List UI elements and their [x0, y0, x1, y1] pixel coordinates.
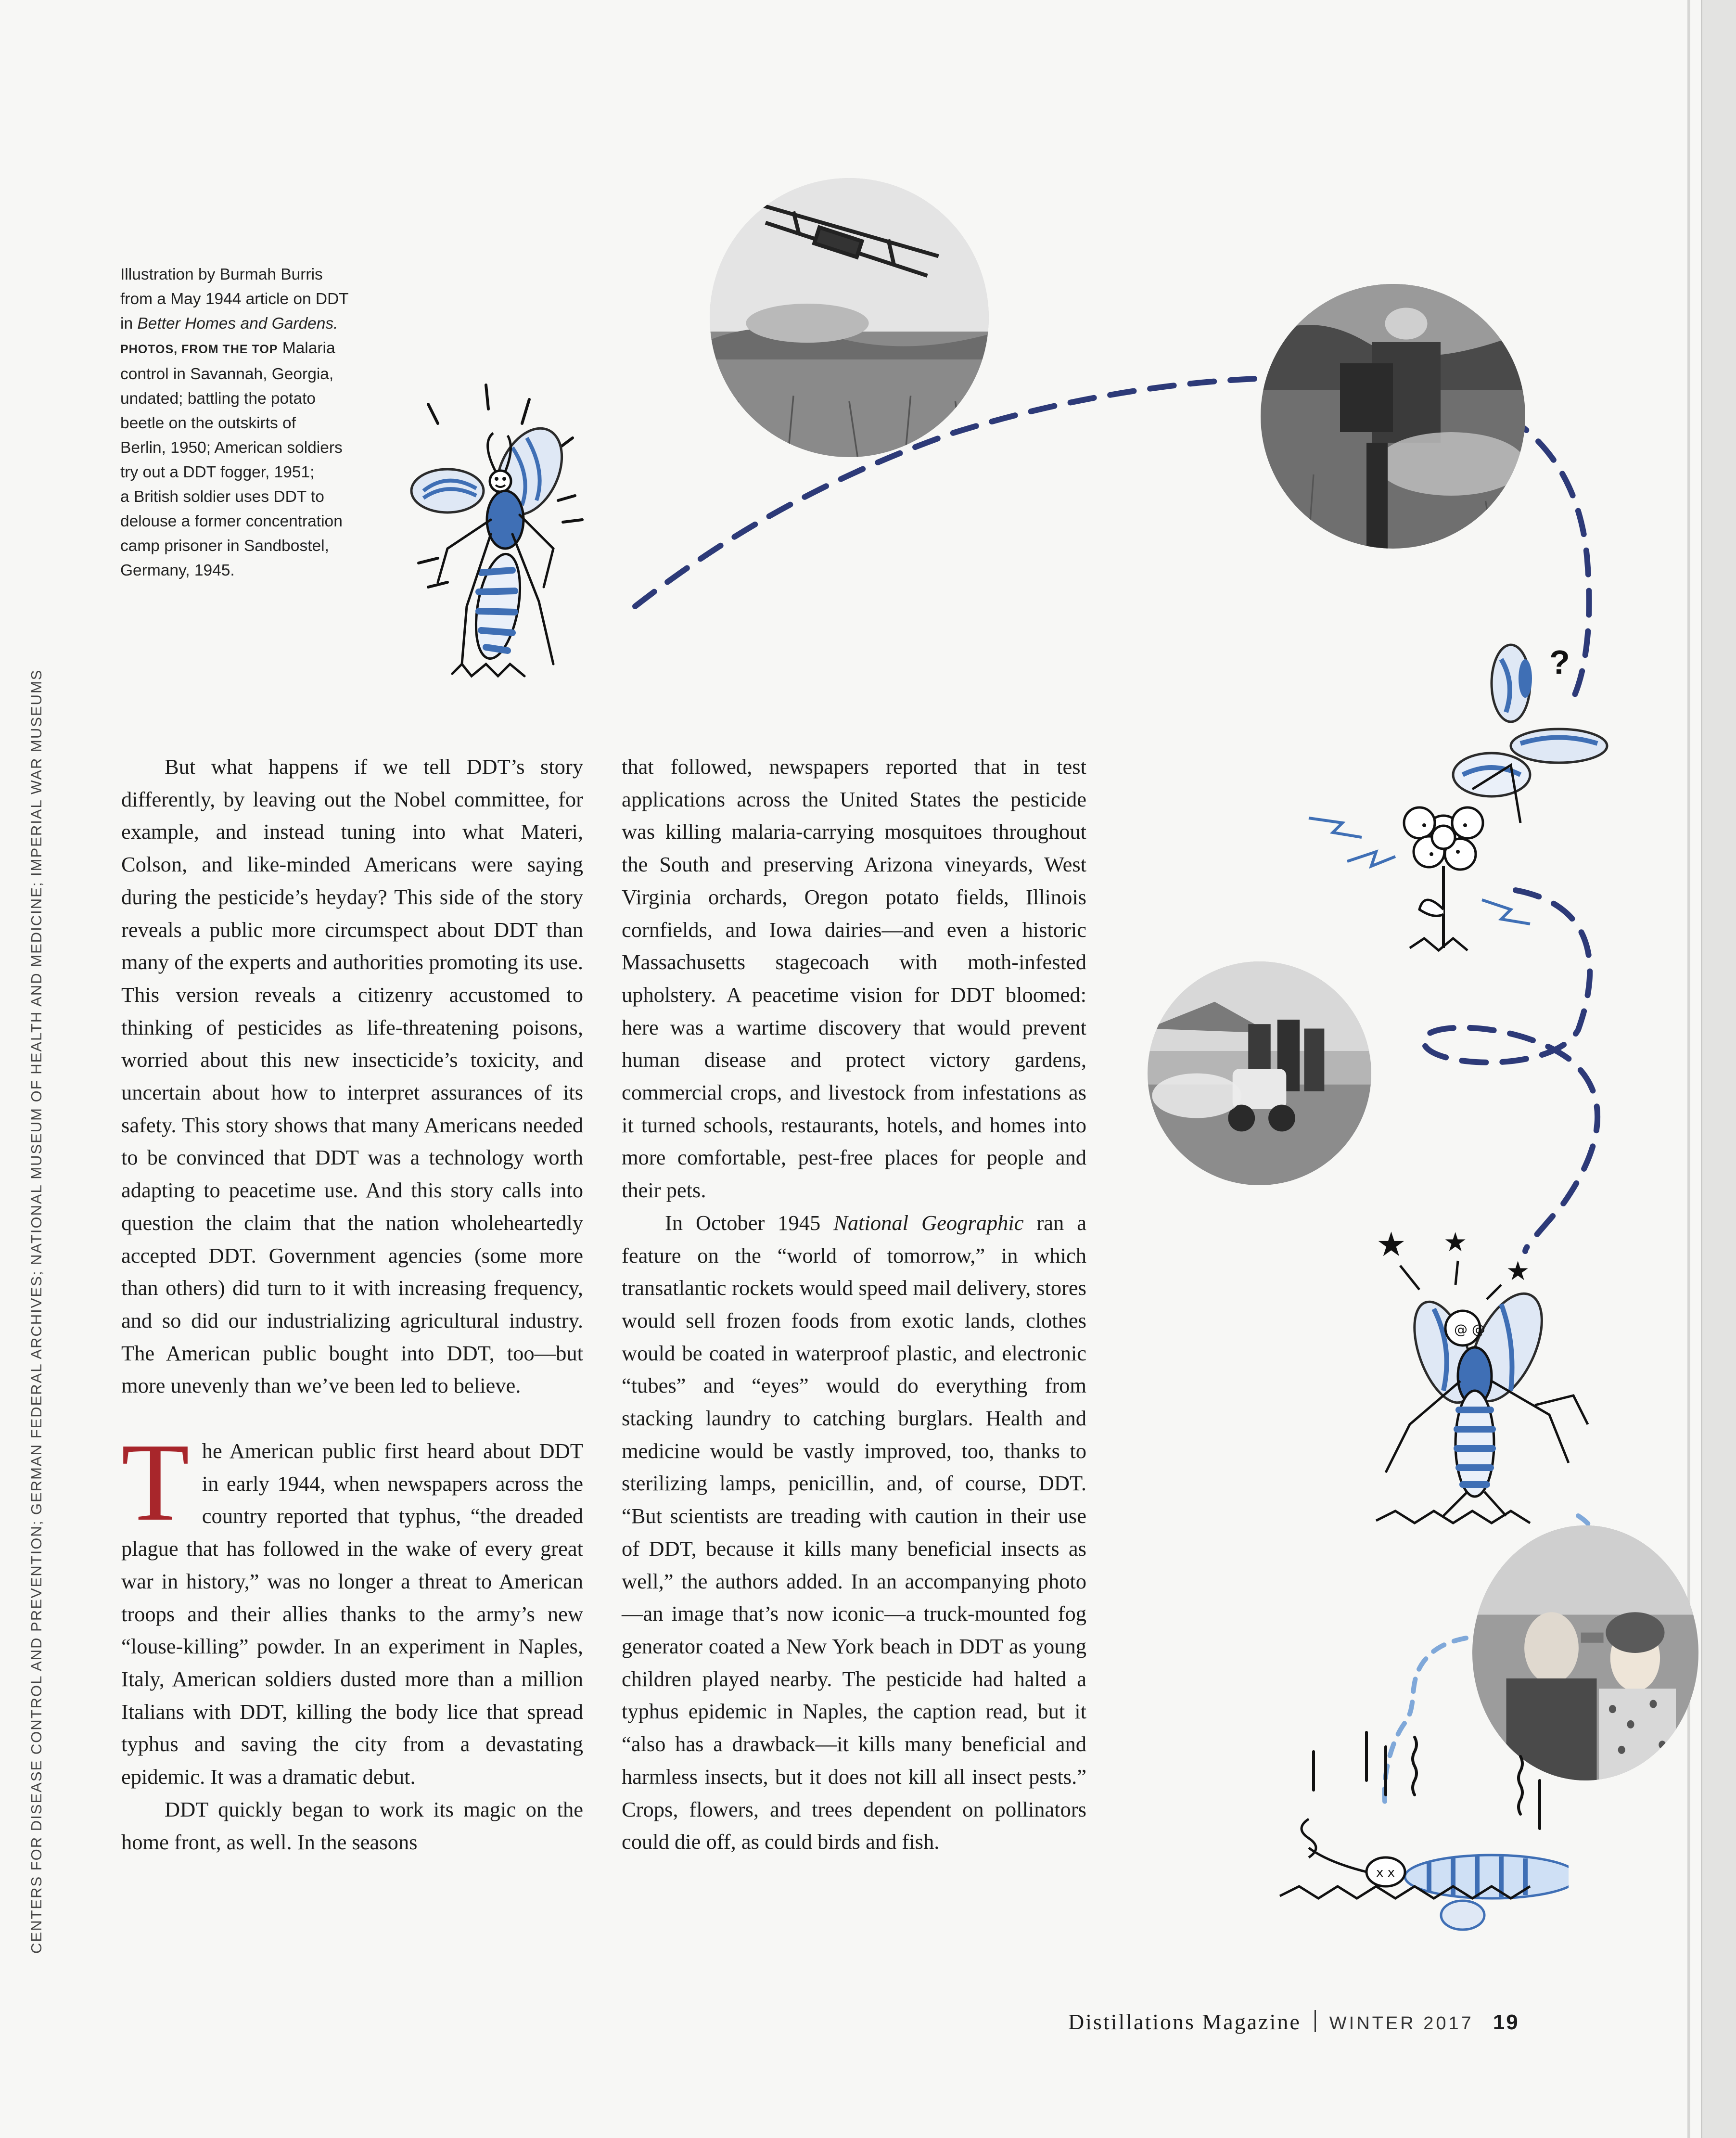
article-paragraph: that followed, newspapers reported that in test applications across the United States the pesticide was killing malaria-carrying mosquitoes throughout the South and preserving Arizona vineyards, West Virginia orchards, Oregon potato fields, Illinois cornfields, and Iowa dairies—and even a historic Massachusetts stagecoach with moth-infested upholstery. A peacetime vision for DDT bloomed: here was a wartime discovery that would prevent human disease and protect victory gardens, commercial crops, and livestock from infestations as it turned schools, restaurants, hotels, and homes into more comfortable, pest-free places for people and their pets.	[622, 755, 1086, 1203]
footer-divider	[1315, 2010, 1316, 2032]
article-paragraph: The American public first heard about DDT in early 1944, when newspapers across the country reported that typhus, “the dreaded plague that has followed in the wake of every great war in history,” was no longer a threat to American troops and their allies thanks to the army’s new “louse-killing” powder. In an experiment in Naples, Italy, American soldiers dusted more than a million Italians with DDT, killing the body lice that spread typhus and saving the city from a devastating epidemic. It was a dramatic debut.	[121, 1421, 583, 1789]
fogger-photo	[1148, 961, 1371, 1185]
svg-text:x x: x x	[1376, 1866, 1395, 1880]
article-column-1	[121, 751, 583, 1858]
footer-magazine: Distillations Magazine	[1068, 2010, 1301, 2034]
caption-line: try out a DDT fogger, 1951;	[120, 463, 315, 481]
caption-line: Illustration by Burmah Burris	[120, 266, 323, 283]
caption-line: undated; battling the potato	[120, 390, 316, 408]
mosquito-flower-illustration	[1299, 640, 1626, 967]
svg-text:@ @: @ @	[1454, 1321, 1485, 1337]
page-footer	[1068, 2009, 1597, 2038]
svg-text:?: ?	[1549, 643, 1570, 681]
page-number: 19	[1493, 2010, 1519, 2034]
dead-mosquito-illustration	[1270, 1703, 1569, 1954]
caption-line: from a May 1944 article on DDT	[120, 290, 349, 308]
mosquito-illustration	[409, 375, 669, 693]
article-paragraph: In October 1945 National Geographic ran a feature on the “world of tomorrow,” in which transatlantic rockets would speed mail delivery, stores would sell frozen foods from exotic lands, clothes would be coated in waterproof plastic, and electronic “tubes” and “eyes” would do everything from stacking laundry to catching burglars. Health and medicine would be vastly improved, too, thanks to sterilizing lamps, penicillin, and, of course, DDT. “But scientists are treading with caution in their use of DDT, because it kills many beneficial insects as well,” the authors added. In an accompanying photo—an image that’s now iconic—a truck-mounted fog generator coated a New York beach in DDT as young children played nearby. The pesticide had halted a typhus epidemic in Naples, the caption read, but it “also has a drawback—it kills many beneficial and harmless insects, but it does not kill all insect pests.” Crops, flowers, and trees dependent on pollinators could die off, as could birds and fish.	[622, 1210, 1086, 1854]
caption-line: a British soldier uses DDT to	[120, 488, 324, 506]
drop-cap: T	[121, 1421, 190, 1545]
caption-line: delouse a former concentration	[120, 512, 343, 530]
sprayer-photo	[1261, 284, 1525, 549]
svg-text:★: ★	[1506, 1255, 1530, 1286]
caption-line: control in Savannah, Georgia,	[120, 365, 334, 383]
biplane-photo	[710, 178, 989, 457]
svg-text:★: ★	[1376, 1225, 1406, 1264]
caption-line: PHOTOS, FROM THE TOP Malaria	[120, 339, 335, 357]
caption-line: in Better Homes and Gardens.	[120, 315, 338, 333]
caption-magazine: Better Homes and Gardens.	[137, 315, 338, 333]
article-column-2	[622, 751, 1086, 1858]
dizzy-mosquito-illustration	[1347, 1222, 1617, 1530]
caption-line: Berlin, 1950; American soldiers	[120, 439, 343, 457]
footer-season: WINTER 2017	[1329, 2013, 1474, 2034]
article-paragraph: But what happens if we tell DDT’s story differently, by leaving out the Nobel committee, for example, and instead tuning into what Materi, Colson, and like-minded Americans were saying during the pesticide’s heyday? This side of the story reveals a public more circumspect about DDT than many of the experts and authorities promoting its use. This version reveals a citizenry accustomed to thinking of pesticides as life-threatening poisons, worried about this new insecticide’s toxicity, and uncertain about how to interpret assurances of its safety. This story shows that many Americans needed to be convinced that DDT was a technology worth adapting to peacetime use. And this story calls into question the claim that the nation wholeheartedly accepted DDT. Government agencies (some more than others) did turn to it with increasing frequency, and so did our industrializing agricultural industry. The American public bought into DDT, too—but more unevenly than we’ve been led to believe.	[121, 755, 583, 1398]
caption-line: Germany, 1945.	[120, 562, 235, 579]
photos-label: PHOTOS, FROM THE TOP	[120, 343, 278, 356]
photo-credits: CENTERS FOR DISEASE CONTROL AND PREVENTION; GERMAN FEDERAL ARCHIVES; NATIONAL MUSEUM OF HEALTH AND MEDICINE; IMPERIAL WAR MUSEUMS	[28, 669, 45, 1954]
article-paragraph: DDT quickly began to work its magic on the home front, as well. In the seasons	[121, 1797, 583, 1854]
caption-line: beetle on the outskirts of	[120, 414, 296, 432]
svg-text:★: ★	[1443, 1227, 1468, 1257]
caption-line: camp prisoner in Sandbostel,	[120, 537, 329, 555]
